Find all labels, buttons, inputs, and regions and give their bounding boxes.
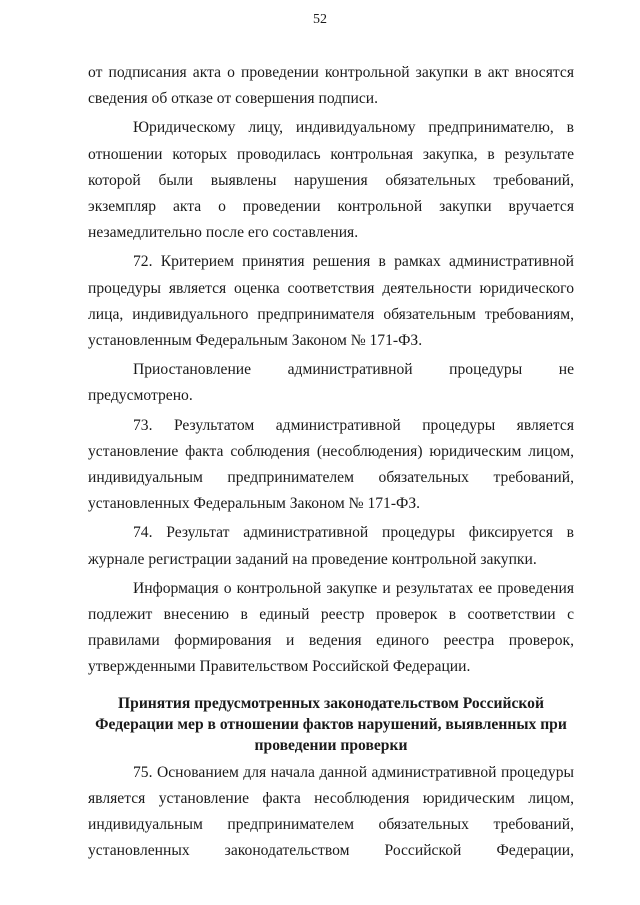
document-body <box>88 60 574 864</box>
page-number: 52 <box>313 12 327 27</box>
paragraph-73-result: 73. Результатом административной процедуры является установление факта соблюдения (несоблюдения) юридическим лицом, индивидуальным предпринимателем обязательных требований, установленных Федеральным Законом № 171-ФЗ. <box>88 416 574 513</box>
paragraph-74-recording: 74. Результат административной процедуры фиксируется в журнале регистрации заданий на проведение контрольной закупки. <box>88 524 574 568</box>
paragraph-act-signature: от подписания акта о проведении контрольной закупки в акт вносятся сведения об отказе от совершения подписи. <box>88 64 574 108</box>
paragraph-75-basis: 75. Основанием для начала данной административной процедуры является установление факта несоблюдения юридическим лицом, индивидуальным предпринимателем обязательных требований, установленных законодательством Российской Федерации, <box>88 763 574 860</box>
section-heading: Принятия предусмотренных законодательством Российской Федерации мер в отношении фактов нарушений, выявленных при проведении проверки <box>95 694 567 754</box>
paragraph-72-criterion: 72. Критерием принятия решения в рамках административной процедуры является оценка соответствия деятельности юридического лица, индивидуального предпринимателя обязательным требованиям, установленным Федеральным Законом № 171-ФЗ. <box>88 253 574 350</box>
paragraph-registry-info: Информация о контрольной закупке и результатах ее проведения подлежит внесению в единый реестр проверок в соответствии с правилами формирования и ведения единого реестра проверок, утвержденными Правительством Российской Федерации. <box>88 579 574 676</box>
paragraph-act-delivery: Юридическому лицу, индивидуальному предпринимателю, в отношении которых проводилась контрольная закупка, в результате которой были выявлены нарушения обязательных требований, экземпляр акта о проведении контрольной закупки вручается незамедлительно после его составления. <box>88 119 574 242</box>
paragraph-suspension: Приостановление административной процедуры не предусмотрено. <box>88 361 574 405</box>
